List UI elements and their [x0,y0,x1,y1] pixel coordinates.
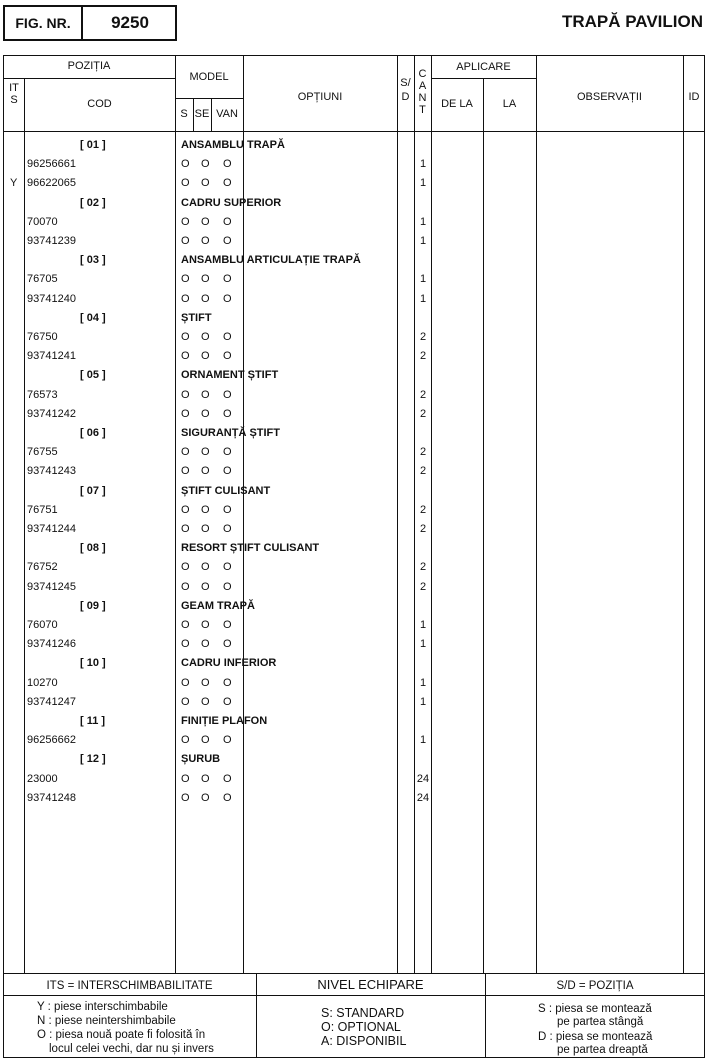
col-cant: CANT [418,68,427,116]
model-se-mark: O [201,695,210,708]
model-van-mark: O [223,503,232,516]
model-van-mark: O [223,791,232,804]
model-van-mark: O [223,772,232,785]
quantity: 1 [419,619,427,631]
footer-nivel-s: S: STANDARD [321,1006,405,1020]
part-code: 76573 [27,388,58,401]
quantity: 1 [419,676,427,689]
quantity: 1 [419,292,427,305]
option-name: ȘTIFT [181,311,212,324]
col-observatii: OBSERVAȚII [576,91,642,103]
model-van-mark: O [223,177,232,190]
part-code: 10270 [27,676,58,689]
position-number: [ 10 ] [80,657,106,670]
col-de-la: DE LA [441,98,473,110]
quantity: 2 [419,465,427,478]
part-code: 76755 [27,446,58,459]
option-name: SIGURANȚĂ ȘTIFT [181,427,280,439]
part-code: 93741248 [27,791,76,804]
quantity: 2 [419,331,427,343]
model-se-mark: O [201,791,210,804]
model-van-mark: O [223,695,232,708]
col-id: ID [688,91,700,103]
model-s-mark: O [181,235,190,247]
model-se-mark: O [201,734,210,747]
model-s-mark: O [181,465,190,478]
model-van-mark: O [223,465,232,478]
model-s-mark: O [181,273,190,286]
col-sd: S/D [400,77,411,103]
model-van-mark: O [223,580,232,593]
col-optiuni: OPȚIUNI [297,91,343,103]
option-name: ȘTIFT CULISANT [181,484,271,497]
position-number: [ 11 ] [80,715,106,727]
model-s-mark: O [181,734,190,747]
model-se-mark: O [201,561,210,574]
col-model-se: SE [194,108,210,120]
footer-sd-d2: pe partea dreaptă [557,1044,648,1056]
option-name: CADRU SUPERIOR [181,196,282,209]
part-code: 93741247 [27,695,76,708]
part-code: 96256662 [27,734,76,747]
quantity: 1 [419,158,427,171]
model-se-mark: O [201,503,210,516]
model-s-mark: O [181,388,190,401]
part-code: 93741239 [27,235,76,247]
model-se-mark: O [201,407,210,420]
model-van-mark: O [223,407,232,420]
option-name: FINIȚIE PLAFON [181,715,268,727]
part-code: 96256661 [27,158,76,171]
footer-nivel-a: A: DISPONIBIL [321,1034,407,1048]
model-van-mark: O [223,676,232,689]
col-its: ITS [9,82,19,106]
quantity: 2 [419,561,427,574]
model-se-mark: O [201,638,210,651]
model-s-mark: O [181,676,190,689]
model-s-mark: O [181,331,190,343]
model-se-mark: O [201,446,210,459]
option-name: ANSAMBLU TRAPĂ [181,139,285,151]
part-code: 93741243 [27,465,76,478]
fig-number: 9250 [111,13,149,32]
option-name: GEAM TRAPĂ [181,599,255,612]
position-number: [ 09 ] [80,599,106,612]
quantity: 1 [419,215,427,228]
model-se-mark: O [201,235,210,247]
col-cod: COD [87,98,112,110]
option-name: ANSAMBLU ARTICULAȚIE TRAPĂ [181,254,361,267]
model-s-mark: O [181,772,190,785]
model-van-mark: O [223,734,232,747]
part-code: 93741246 [27,638,76,651]
quantity: 1 [419,273,427,286]
model-se-mark: O [201,465,210,478]
model-s-mark: O [181,292,190,305]
model-s-mark: O [181,350,190,363]
option-name: CADRU INFERIOR [181,657,277,670]
quantity: 2 [419,523,427,535]
model-s-mark: O [181,158,190,171]
option-name: ORNAMENT ȘTIFT [181,369,279,382]
model-se-mark: O [201,523,210,535]
model-se-mark: O [201,273,210,286]
part-code: 93741244 [27,523,76,535]
model-van-mark: O [223,350,232,363]
model-van-mark: O [223,523,232,535]
model-se-mark: O [201,350,210,363]
model-s-mark: O [181,215,190,228]
footer-sd-d1: D : piesa se montează [538,1031,653,1043]
model-van-mark: O [223,388,232,401]
part-code: 93741245 [27,580,76,593]
part-code: 23000 [27,772,58,785]
model-se-mark: O [201,158,210,171]
model-van-mark: O [223,273,232,286]
footer-nivel-o: O: OPTIONAL [321,1020,401,1034]
position-number: [ 03 ] [80,254,106,267]
fig-label: FIG. NR. [5,5,83,41]
model-van-mark: O [223,619,232,631]
quantity: 2 [419,446,427,459]
part-code: 70070 [27,215,58,228]
part-code: 93741242 [27,407,76,420]
footer-sd-s1: S : piesa se montează [538,1003,652,1015]
model-van-mark: O [223,638,232,651]
position-number: [ 04 ] [80,311,106,324]
model-s-mark: O [181,561,190,574]
model-s-mark: O [181,638,190,651]
model-se-mark: O [201,215,210,228]
position-number: [ 02 ] [80,196,106,209]
model-s-mark: O [181,503,190,516]
model-van-mark: O [223,561,232,574]
footer-nivel-title: NIVEL ECHIPARE [317,977,424,992]
option-name: ȘURUB [181,753,221,766]
model-s-mark: O [181,695,190,708]
col-model-s: S [180,108,188,120]
quantity: 2 [419,388,427,401]
position-number: [ 06 ] [80,427,106,439]
footer-its-n: N : piese neintershimbabile [37,1015,176,1027]
col-model-van: VAN [216,108,238,120]
model-se-mark: O [201,388,210,401]
parts-table-frame [3,55,705,1058]
part-code: 76705 [27,273,58,286]
option-name: RESORT ȘTIFT CULISANT [181,542,320,555]
footer-its-o2: locul celei vechi, dar nu și invers [49,1043,214,1055]
part-code: 76752 [27,561,58,574]
part-code: 76751 [27,503,58,516]
model-se-mark: O [201,619,210,631]
model-s-mark: O [181,619,190,631]
footer-its-title: ITS = INTERSCHIMBABILITATE [46,980,213,992]
model-van-mark: O [223,331,232,343]
model-se-mark: O [201,580,210,593]
model-se-mark: O [201,331,210,343]
col-pozitia: POZIȚIA [67,60,111,72]
position-number: [ 07 ] [80,484,106,497]
col-aplicare: APLICARE [456,61,511,73]
model-van-mark: O [223,292,232,305]
quantity: 24 [416,772,430,785]
col-la: LA [502,98,517,110]
position-number: [ 01 ] [80,139,106,151]
footer-sd-title: S/D = POZIȚIA [556,980,634,992]
part-code: 93741241 [27,350,76,363]
part-code: 93741240 [27,292,76,305]
col-model: MODEL [189,71,229,83]
part-code: 76750 [27,331,58,343]
footer-sd-s2: pe partea stângă [557,1016,644,1028]
footer-its-y: Y : piese interschimbabile [37,1001,168,1013]
position-number: [ 12 ] [80,753,106,766]
quantity: 2 [419,350,427,363]
quantity: 1 [419,695,427,708]
part-code: 96622065 [27,177,76,190]
model-s-mark: O [181,580,190,593]
quantity: 2 [419,503,427,516]
page-title: TRAPĂ PAVILION [561,12,703,31]
model-van-mark: O [223,215,232,228]
quantity: 24 [416,791,430,804]
model-se-mark: O [201,292,210,305]
model-s-mark: O [181,791,190,804]
quantity: 2 [419,407,427,420]
its-flag: Y [10,177,18,190]
model-van-mark: O [223,446,232,459]
model-s-mark: O [181,407,190,420]
position-number: [ 08 ] [80,542,106,555]
model-s-mark: O [181,177,190,190]
model-se-mark: O [201,772,210,785]
quantity: 2 [419,580,427,593]
model-van-mark: O [223,235,232,247]
model-se-mark: O [201,676,210,689]
model-se-mark: O [201,177,210,190]
position-number: [ 05 ] [80,369,106,382]
part-code: 76070 [27,619,58,631]
quantity: 1 [419,235,427,247]
model-s-mark: O [181,446,190,459]
model-s-mark: O [181,523,190,535]
quantity: 1 [419,734,427,747]
quantity: 1 [419,638,427,651]
quantity: 1 [419,177,427,190]
model-van-mark: O [223,158,232,171]
footer-its-o1: O : piesa nouă poate fi folosită în [37,1029,206,1041]
